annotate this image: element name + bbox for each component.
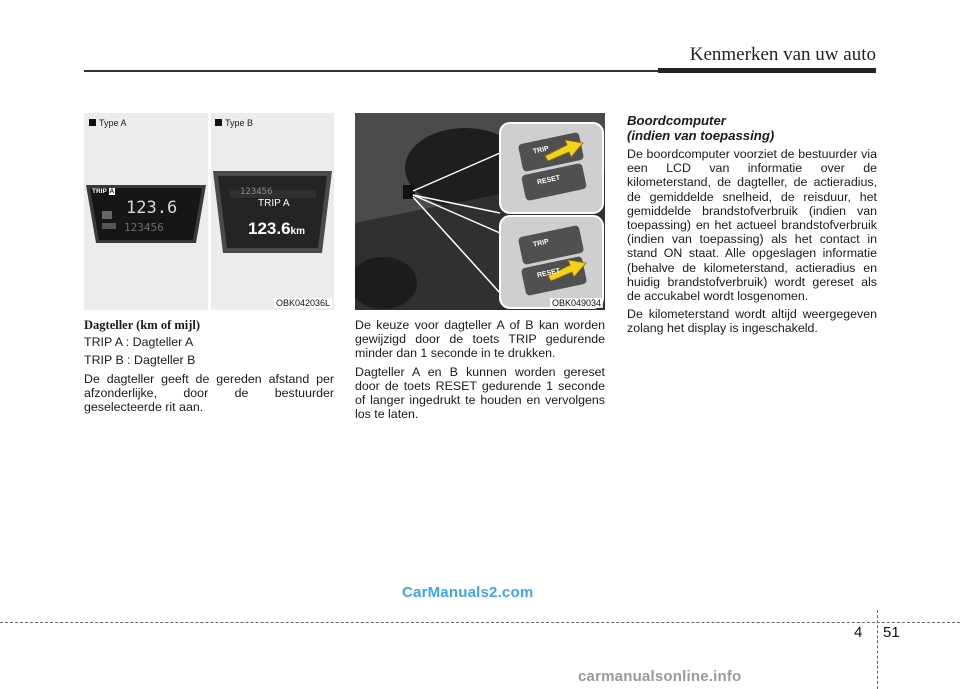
reset-button-label: RESET <box>536 267 561 280</box>
right-column <box>627 113 877 340</box>
display-b-odo-value: 123456 <box>240 187 273 197</box>
trip-computer-paragraph: De boordcomputer voorziet de bestuurder via een LCD van informatie over de kilometerstand, de dagteller, de actieradius, de gemiddelde snelheid, de reisduur, het gemiddelde brandstofverbruik (indien van toepassing) en het actueel brandstofverbruik (indien van toepassing) als het contact in stand ON staat. Alle opgeslagen informatie (behalve de kilometerstand, actieradius en huidig brandstofverbruik) wordt gereset als de accukabel wordt losgenomen. <box>627 147 877 304</box>
footer-page-divider <box>877 610 878 689</box>
display-a-trip-label: TRIP A <box>92 188 115 195</box>
footer-rule <box>0 622 960 623</box>
inset-trip-press <box>500 123 603 213</box>
cluster-displays-illustration <box>84 113 334 310</box>
figure-trip-displays <box>84 113 334 310</box>
display-a-trip-value: 123.6 <box>126 198 178 218</box>
type-b-label: Type B <box>215 118 253 128</box>
trip-button-label: TRIP <box>532 238 550 249</box>
trip-b-line: TRIP B : Dagteller B <box>84 353 196 368</box>
chapter-number: 4 <box>854 624 863 641</box>
trip-switch-paragraph: De keuze voor dagteller A of B kan worden gewijzigd door de toets TRIP gedurende minder dan 1 seconde in te drukken. <box>355 318 605 361</box>
left-column <box>84 318 334 418</box>
display-a-segment <box>102 223 116 229</box>
header-title: Kenmerken van uw auto <box>689 44 876 65</box>
figure-code: OBK042036L <box>275 298 330 308</box>
trip-a-line: TRIP A : Dagteller A <box>84 335 194 350</box>
trip-reset-paragraph: Dagteller A en B kunnen worden gereset door de toets RESET gedurende 1 seconde of langer ingedrukt te houden en vervolgens los te laten. <box>355 364 605 422</box>
header-rule-accent <box>658 68 876 73</box>
display-a-odo-value: 123456 <box>124 221 164 234</box>
trip-meter-heading: Dagteller (km of mijl) <box>84 318 201 332</box>
odometer-paragraph: De kilometerstand wordt altijd weergegeven zolang het display is ingeschakeld. <box>627 307 877 336</box>
footer-site-link[interactable]: carmanualsonline.info <box>578 668 742 685</box>
display-a-segment <box>102 211 112 219</box>
watermark-link[interactable]: CarManuals2.com <box>402 584 534 601</box>
inset-reset-press <box>500 216 603 308</box>
figure-code: OBK049034 <box>551 298 601 308</box>
trip-button-label: TRIP <box>532 145 550 156</box>
page-number: 51 <box>883 624 900 641</box>
trip-computer-heading: Boordcomputer (indien van toepassing) <box>627 113 775 143</box>
trip-meter-description: De dagteller geeft de gereden afstand per afzonderlijke, door de bestuurder geselecteerde rit aan. <box>84 371 334 415</box>
figure-trip-reset-buttons <box>355 113 605 310</box>
type-a-label: Type A <box>89 118 127 128</box>
reset-button-label: RESET <box>536 174 561 187</box>
middle-column <box>355 318 605 425</box>
display-b-trip-value: 123.6km <box>248 219 305 238</box>
display-b-trip-label: TRIP A <box>258 198 290 209</box>
dashboard-illustration <box>355 113 605 310</box>
